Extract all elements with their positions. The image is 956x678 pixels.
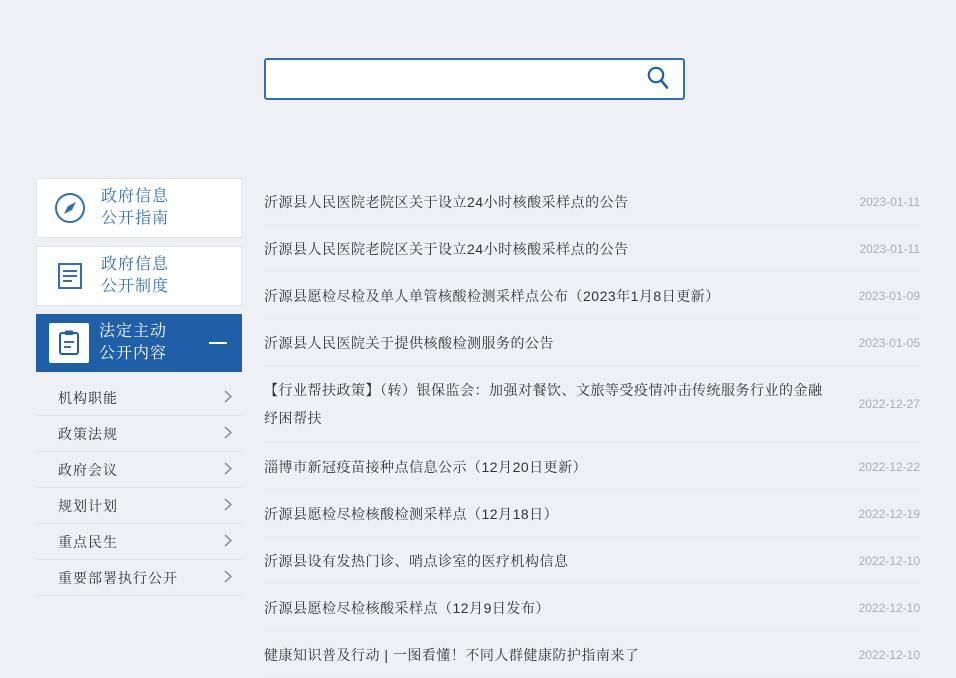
sidebar-item-deployment-label: 重要部署执行公开 (58, 569, 178, 586)
search-bar (264, 58, 685, 100)
search-icon (645, 65, 671, 94)
sidebar-item-livelihood-label: 重点民生 (58, 533, 118, 550)
chevron-right-icon (224, 570, 232, 585)
clipboard-icon (49, 323, 89, 363)
list-item-title[interactable]: 健康知识普及行动 | 一图看懂！不同人群健康防护指南来了 (264, 647, 640, 663)
list-item-date: 2023-01-11 (859, 195, 920, 209)
search-button[interactable] (641, 62, 675, 96)
sidebar-item-system[interactable] (36, 246, 242, 306)
minus-icon[interactable] (209, 342, 227, 344)
list-item-date: 2022-12-27 (858, 397, 920, 411)
list-item[interactable] (264, 225, 920, 272)
document-icon (49, 255, 91, 297)
chevron-right-icon (224, 462, 232, 477)
list-item-title[interactable]: 沂源县设有发热门诊、哨点诊室的医疗机构信息 (264, 553, 569, 569)
sidebar-item-plan[interactable] (36, 488, 242, 524)
sidebar-item-deployment[interactable] (36, 560, 242, 596)
list-item[interactable] (264, 178, 920, 225)
list-item[interactable] (264, 366, 920, 443)
sidebar-item-policy-label: 政策法规 (58, 425, 118, 442)
sidebar-item-policy[interactable] (36, 416, 242, 452)
list-item[interactable] (264, 319, 920, 366)
list-item-title[interactable]: 【行业帮扶政策】（转）银保监会：加强对餐饮、文旅等受疫情冲击传统服务行业的金融纾困帮扶 (264, 382, 823, 426)
sidebar-sub-list (36, 380, 242, 596)
list-item-date: 2022-12-10 (858, 648, 920, 662)
news-list (264, 178, 920, 678)
list-item[interactable] (264, 537, 920, 584)
sidebar-item-organization-label: 机构职能 (58, 389, 118, 406)
sidebar (36, 178, 242, 596)
sidebar-item-meeting-label: 政府会议 (58, 461, 118, 478)
list-item[interactable] (264, 584, 920, 631)
list-item[interactable] (264, 631, 920, 678)
list-item-date: 2023-01-11 (859, 242, 920, 256)
sidebar-item-plan-label: 规划计划 (58, 497, 118, 514)
sidebar-item-disclosure[interactable] (36, 314, 242, 372)
list-item[interactable] (264, 490, 920, 537)
chevron-right-icon (224, 534, 232, 549)
list-item-title[interactable]: 沂源县愿检尽检核酸检测采样点（12月18日） (264, 506, 559, 522)
list-item-date: 2023-01-05 (858, 336, 920, 350)
list-item-title[interactable]: 沂源县人民医院关于提供核酸检测服务的公告 (264, 335, 554, 351)
chevron-right-icon (224, 390, 232, 405)
list-item-title[interactable]: 沂源县愿检尽检及单人单管核酸检测采样点公布（2023年1月8日更新） (264, 288, 720, 304)
list-item-date: 2022-12-10 (858, 601, 920, 615)
search-box[interactable] (264, 58, 685, 100)
search-input[interactable] (280, 70, 641, 88)
sidebar-item-system-label: 政府信息 公开制度 (101, 256, 170, 295)
sidebar-item-guide-label: 政府信息 公开指南 (101, 188, 170, 227)
sidebar-item-meeting[interactable] (36, 452, 242, 488)
list-item-title[interactable]: 沂源县人民医院老院区关于设立24小时核酸采样点的公告 (264, 194, 629, 210)
list-item-title[interactable]: 沂源县愿检尽检核酸采样点（12月9日发布） (264, 600, 550, 616)
list-item-date: 2022-12-10 (858, 554, 920, 568)
chevron-right-icon (224, 426, 232, 441)
sidebar-item-disclosure-label: 法定主动 公开内容 (99, 323, 168, 362)
list-item-date: 2022-12-19 (858, 507, 920, 521)
sidebar-item-guide[interactable] (36, 178, 242, 238)
sidebar-item-livelihood[interactable] (36, 524, 242, 560)
list-item-title[interactable]: 淄博市新冠疫苗接种点信息公示（12月20日更新） (264, 459, 588, 475)
list-item[interactable] (264, 443, 920, 490)
list-item-date: 2022-12-22 (858, 460, 920, 474)
sidebar-item-organization[interactable] (36, 380, 242, 416)
list-item-date: 2023-01-09 (858, 289, 920, 303)
list-item-title[interactable]: 沂源县人民医院老院区关于设立24小时核酸采样点的公告 (264, 241, 629, 257)
chevron-right-icon (224, 498, 232, 513)
list-item[interactable] (264, 272, 920, 319)
compass-icon (49, 187, 91, 229)
